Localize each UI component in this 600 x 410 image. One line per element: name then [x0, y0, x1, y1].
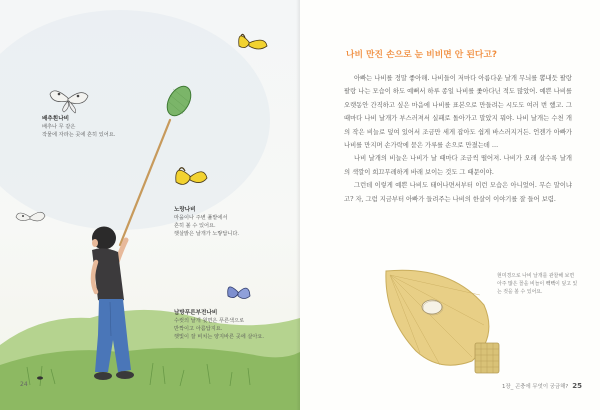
- paragraph-2: 나비 날개의 비늘은 나비가 날 때마다 조금씩 떨어져. 나비가 오래 살수록 날개의 색깔이 희끄무레하게 바래 보이는 것도 그 때문이야.: [344, 155, 572, 176]
- body-text: [344, 72, 572, 206]
- running-footer: [502, 382, 582, 390]
- page-number-right: 25: [572, 382, 582, 390]
- footer-label: 1장_ 곤충에 무엇이 궁금해?: [502, 384, 569, 390]
- paragraph-1: 아빠는 나비를 정말 좋아해. 나비들이 저마다 아름다운 날개 무늬를 뽐내듯 팔랑팔랑 나는 모습이 하도 예뻐서 하루 종일 나비를 좇아다닌 적도 많았어. 예쁜 나비를 오랫동안 간직하고 싶은 마음에 나비를 표본으로 만들려는 시도도 여러 번 했고. 그때마다 나비 날개가 부스러져서 실패로 돌아가고 말았지 뭐야. 나비 날개는 수천 개의 작은 비늘로 덮여 있어서 조금만 세게 잡아도 쉽게 바스러지거든. 언젠가 아빠가 나비를 만지며 손가락에 묻은 가루를 손으로 만졌는데 …: [344, 75, 572, 150]
- section-heading: 나비 만진 손으로 눈 비비면 안 된다고?: [346, 50, 497, 60]
- wing-caption: 현미경으로 나비 날개를 관찰해 보면 아주 많은 꼴을 비늘이 빽빽이 덮고 있는 것을 볼 수 있어요.: [497, 273, 578, 296]
- white-butterfly-2: [16, 212, 45, 221]
- caption-blue-butterfly: 남방푸른부전나비 수컷의 날개 윗면은 푸른색으로 반짝이고 아름답지요. 햇빛이 잘 비치는 양지바른 곳에 살아요.: [174, 310, 265, 340]
- paragraph-3: 그런데 이렇게 예쁜 나비도 태어나면서부터 이런 모습은 아니었어. 무슨 말이냐고? 자, 그럼 지금부터 아빠가 들려주는 나비의 한살이 이야기를 잘 들어 보렴.: [344, 182, 572, 203]
- caption-yellow-butterfly: 노랑나비 마을이나 주변 풀밭에서 흔히 볼 수 있어요. 햇살밝은 날개가 노랗답니다.: [174, 207, 240, 237]
- page-number-left: 24: [20, 381, 28, 388]
- caption-cabbage-white: 배추흰나비 배추나 무 같은 작물에 자라는 곳에 흔히 있어요.: [42, 116, 116, 138]
- blue-butterfly: [228, 287, 250, 299]
- yellow-butterfly-1: [239, 34, 267, 49]
- ground-insect: [37, 376, 43, 379]
- butterfly-wing-scales-illustration: [380, 265, 500, 377]
